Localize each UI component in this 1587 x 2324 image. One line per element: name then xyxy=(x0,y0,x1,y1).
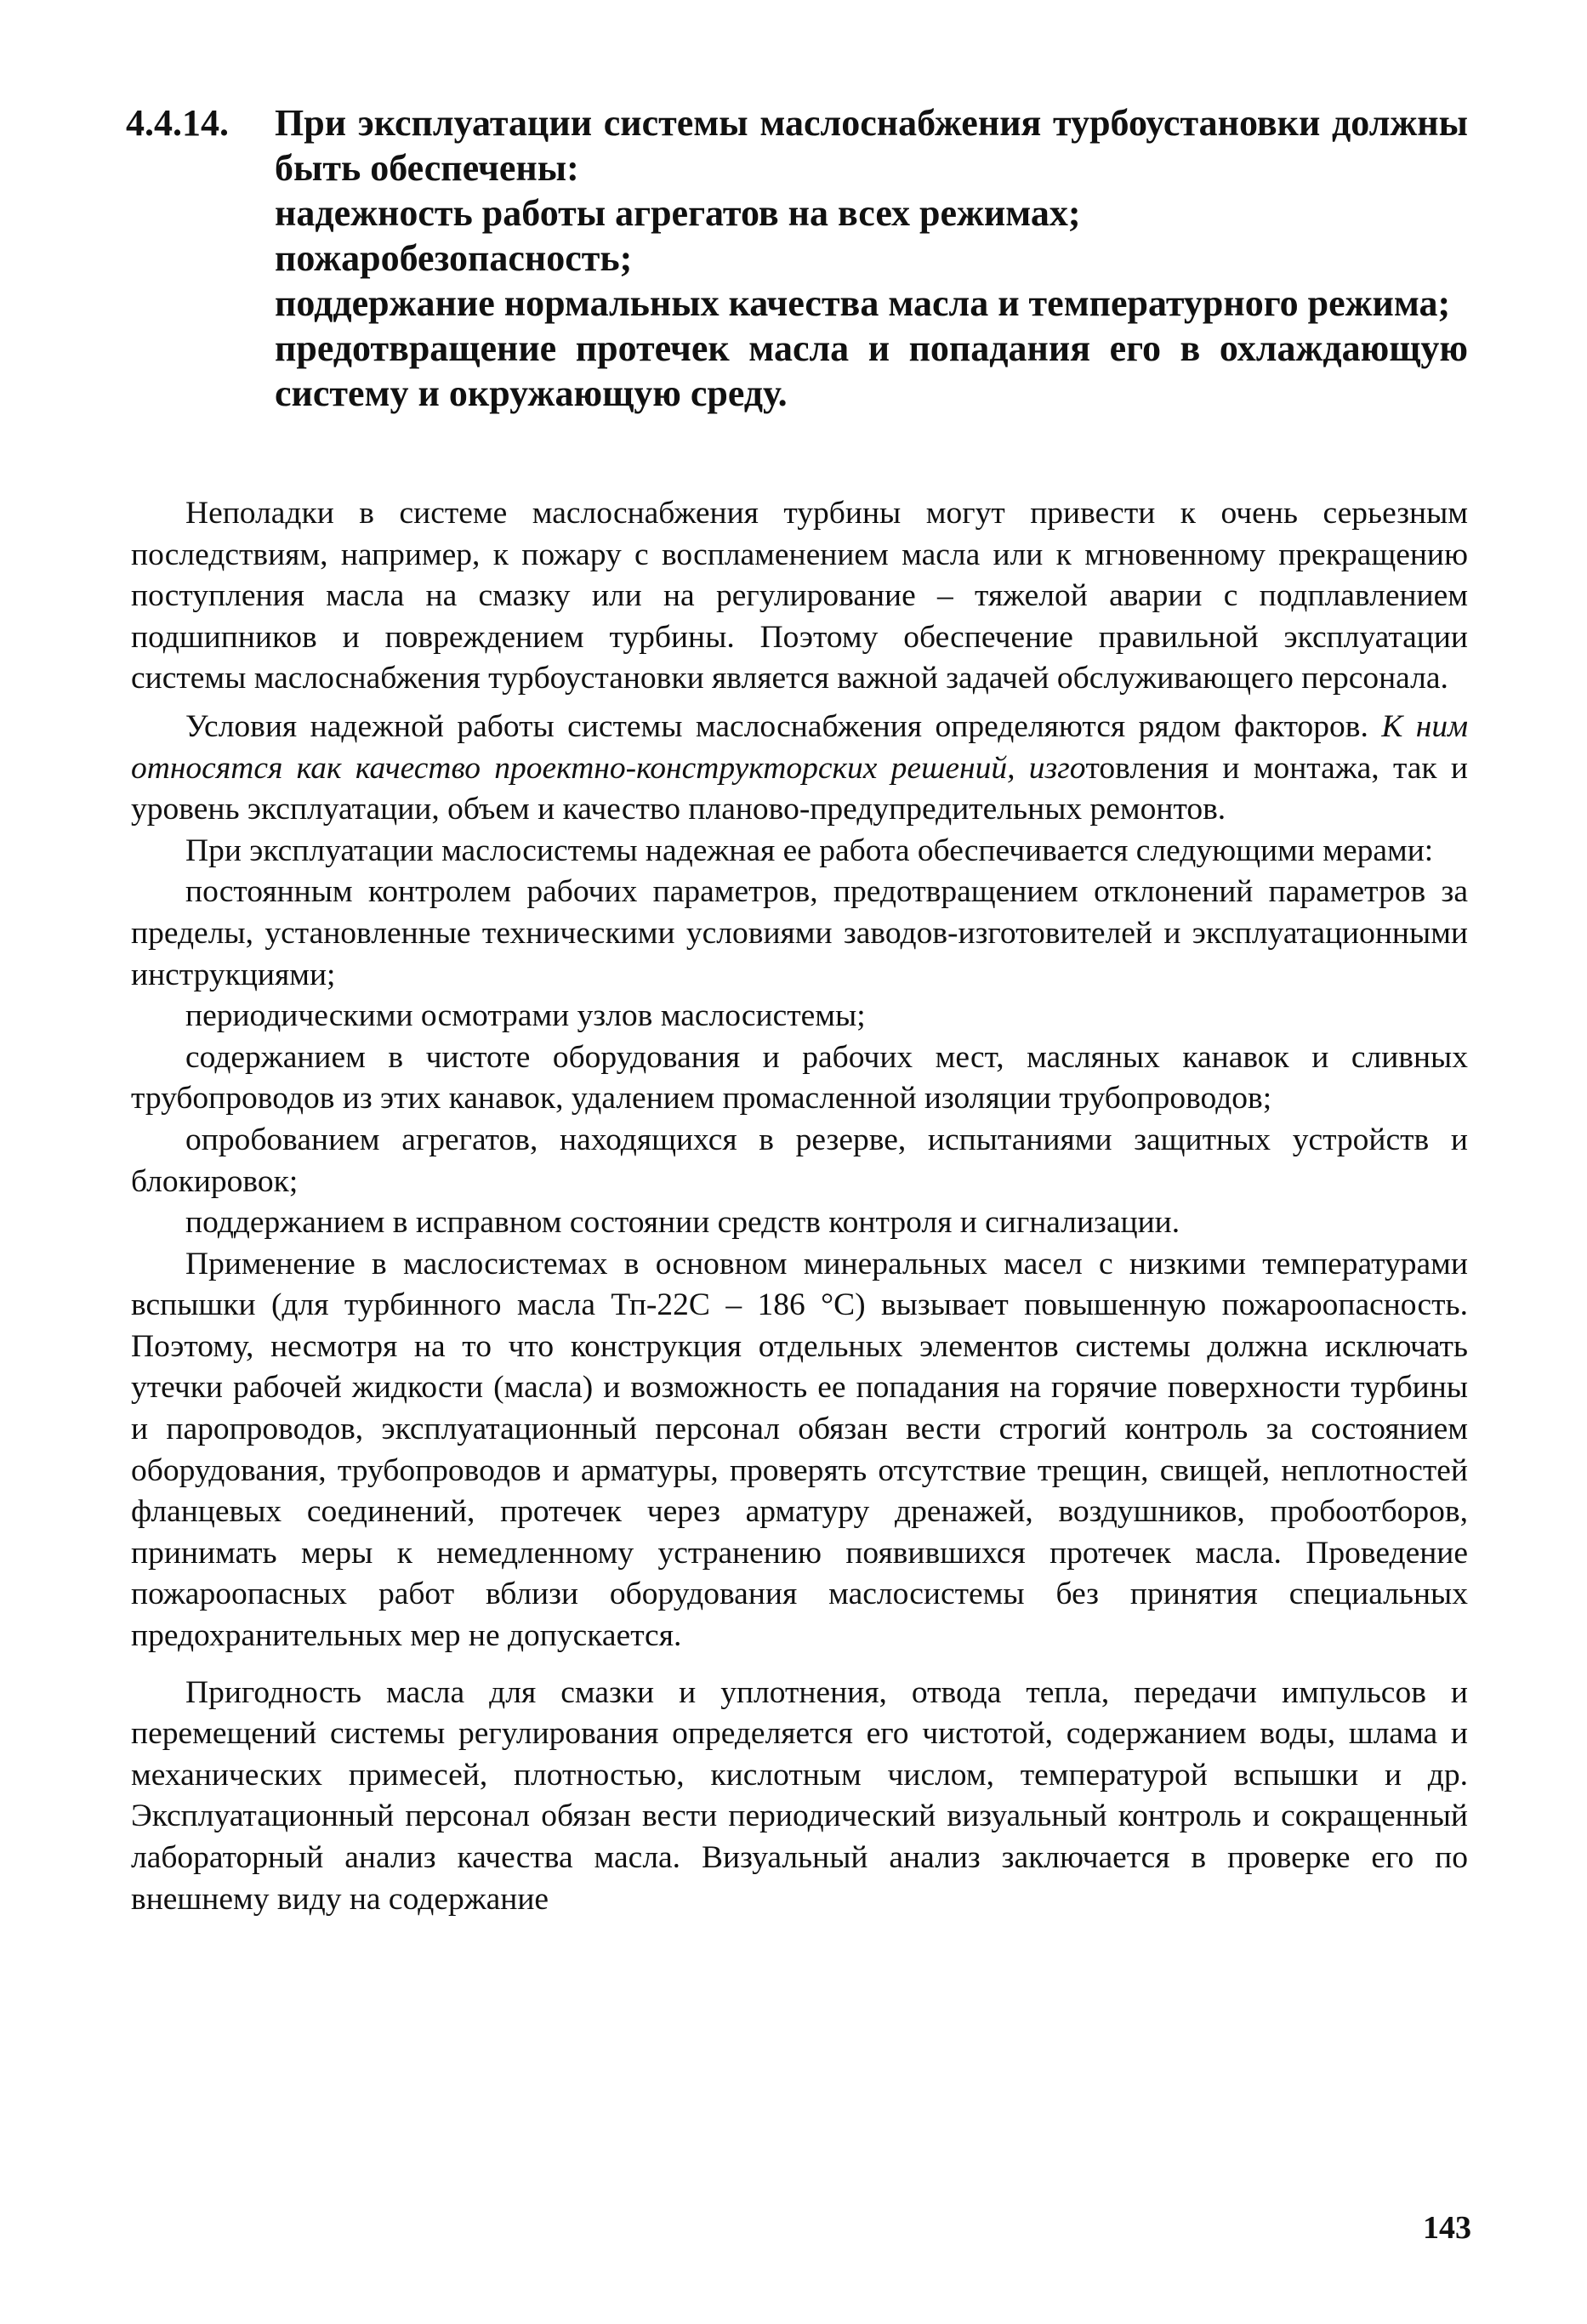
paragraph: Применение в маслосистемах в основном минеральных масел с низкими температурами вспышки (для турбинного масла Тп-22С – 186 °С) вызывает повышенную пожароопасность. Поэтому, несмотря на то что конструкция отдельных элементов системы должна исключать утечки рабочей жидкости (масла) и возможность ее попадания на горячие поверхности турбины и паропроводов, эксплуатационный персонал обязан вести строгий контроль за состоянием оборудования, трубопроводов и арматуры, проверять отсутствие трещин, свищей, неплотностей фланцевых соединений, протечек через арматуру дренажей, воздушников, пробоотборов, принимать меры к немедленному устранению появившихся протечек масла. Проведение пожароопасных работ вблизи оборудования маслосистемы без принятия специальных предохранительных мер не допускается. xyxy=(131,1246,1468,1654)
text-run: Условия надежной работы системы маслоснабжения определяются рядом факторов. xyxy=(185,708,1368,744)
body-text xyxy=(131,493,1468,1920)
paragraph: Пригодность масла для смазки и уплотнения, отвода тепла, передачи импульсов и перемещений системы регулирования определяется его чистотой, содержанием воды, шлама и механических примесей, плотностью, кислотным числом, температурой вспышки и др. Эксплуатационный персонал обязан вести периодический визуальный контроль и сокращенный лабораторный анализ качества масла. Визуальный анализ заключается в проверке его по внешнему виду на содержание xyxy=(131,1674,1468,1917)
italic-text-run: К ним относятся как качество проектно-конструкторских решений, изго xyxy=(131,708,1469,786)
section-heading xyxy=(126,100,1468,416)
paragraph: При эксплуатации маслосистемы надежная ее работа обеспечивается следующими мерами: xyxy=(185,832,1434,868)
list-item: периодическими осмотрами узлов маслосистемы; xyxy=(185,998,866,1034)
page-number: 143 xyxy=(1423,2210,1471,2246)
text-run: товления и монтажа, так и уровень эксплуатации, объем и качество планово-предупредительных ремонтов. xyxy=(131,750,1468,827)
section-item: предотвращение протечек масла и попадания его в охлаждающую систему и окружающую среду. xyxy=(275,327,1468,414)
paragraph: Неполадки в системе маслоснабжения турбины могут привести к очень серьезным последствиям, например, к пожару с воспламенением масла или к мгновенному прекращению поступления масла на смазку или на регулирование – тяжелой аварии с подплавлением подшипников и повреждением турбины. Поэтому обеспечение правильной эксплуатации системы маслоснабжения турбоустановки является важной задачей обслуживающего персонала. xyxy=(131,496,1468,696)
section-item: пожаробезопасность; xyxy=(275,237,633,279)
list-item: постоянным контролем рабочих параметров, предотвращением отклонений параметров за пределы, установленные техническими условиями заводов-изготовителей и эксплуатационными инструкциями; xyxy=(131,874,1468,992)
section-title: При эксплуатации системы маслоснабжения турбоустановки должны быть обеспечены: xyxy=(275,102,1468,189)
section-content xyxy=(275,100,1468,416)
paragraph xyxy=(131,707,1468,831)
section-item: надежность работы агрегатов на всех режимах; xyxy=(275,192,1081,234)
list-item: опробованием агрегатов, находящихся в резерве, испытаниями защитных устройств и блокировок; xyxy=(131,1122,1468,1199)
list-item: содержанием в чистоте оборудования и рабочих мест, масляных канавок и сливных трубопроводов из этих канавок, удалением промасленной изоляции трубопроводов; xyxy=(131,1039,1468,1117)
section-item: поддержание нормальных качества масла и температурного режима; xyxy=(275,282,1451,324)
list-item: поддержанием в исправном состоянии средств контроля и сигнализации. xyxy=(185,1205,1180,1241)
section-number: 4.4.14. xyxy=(126,102,229,144)
